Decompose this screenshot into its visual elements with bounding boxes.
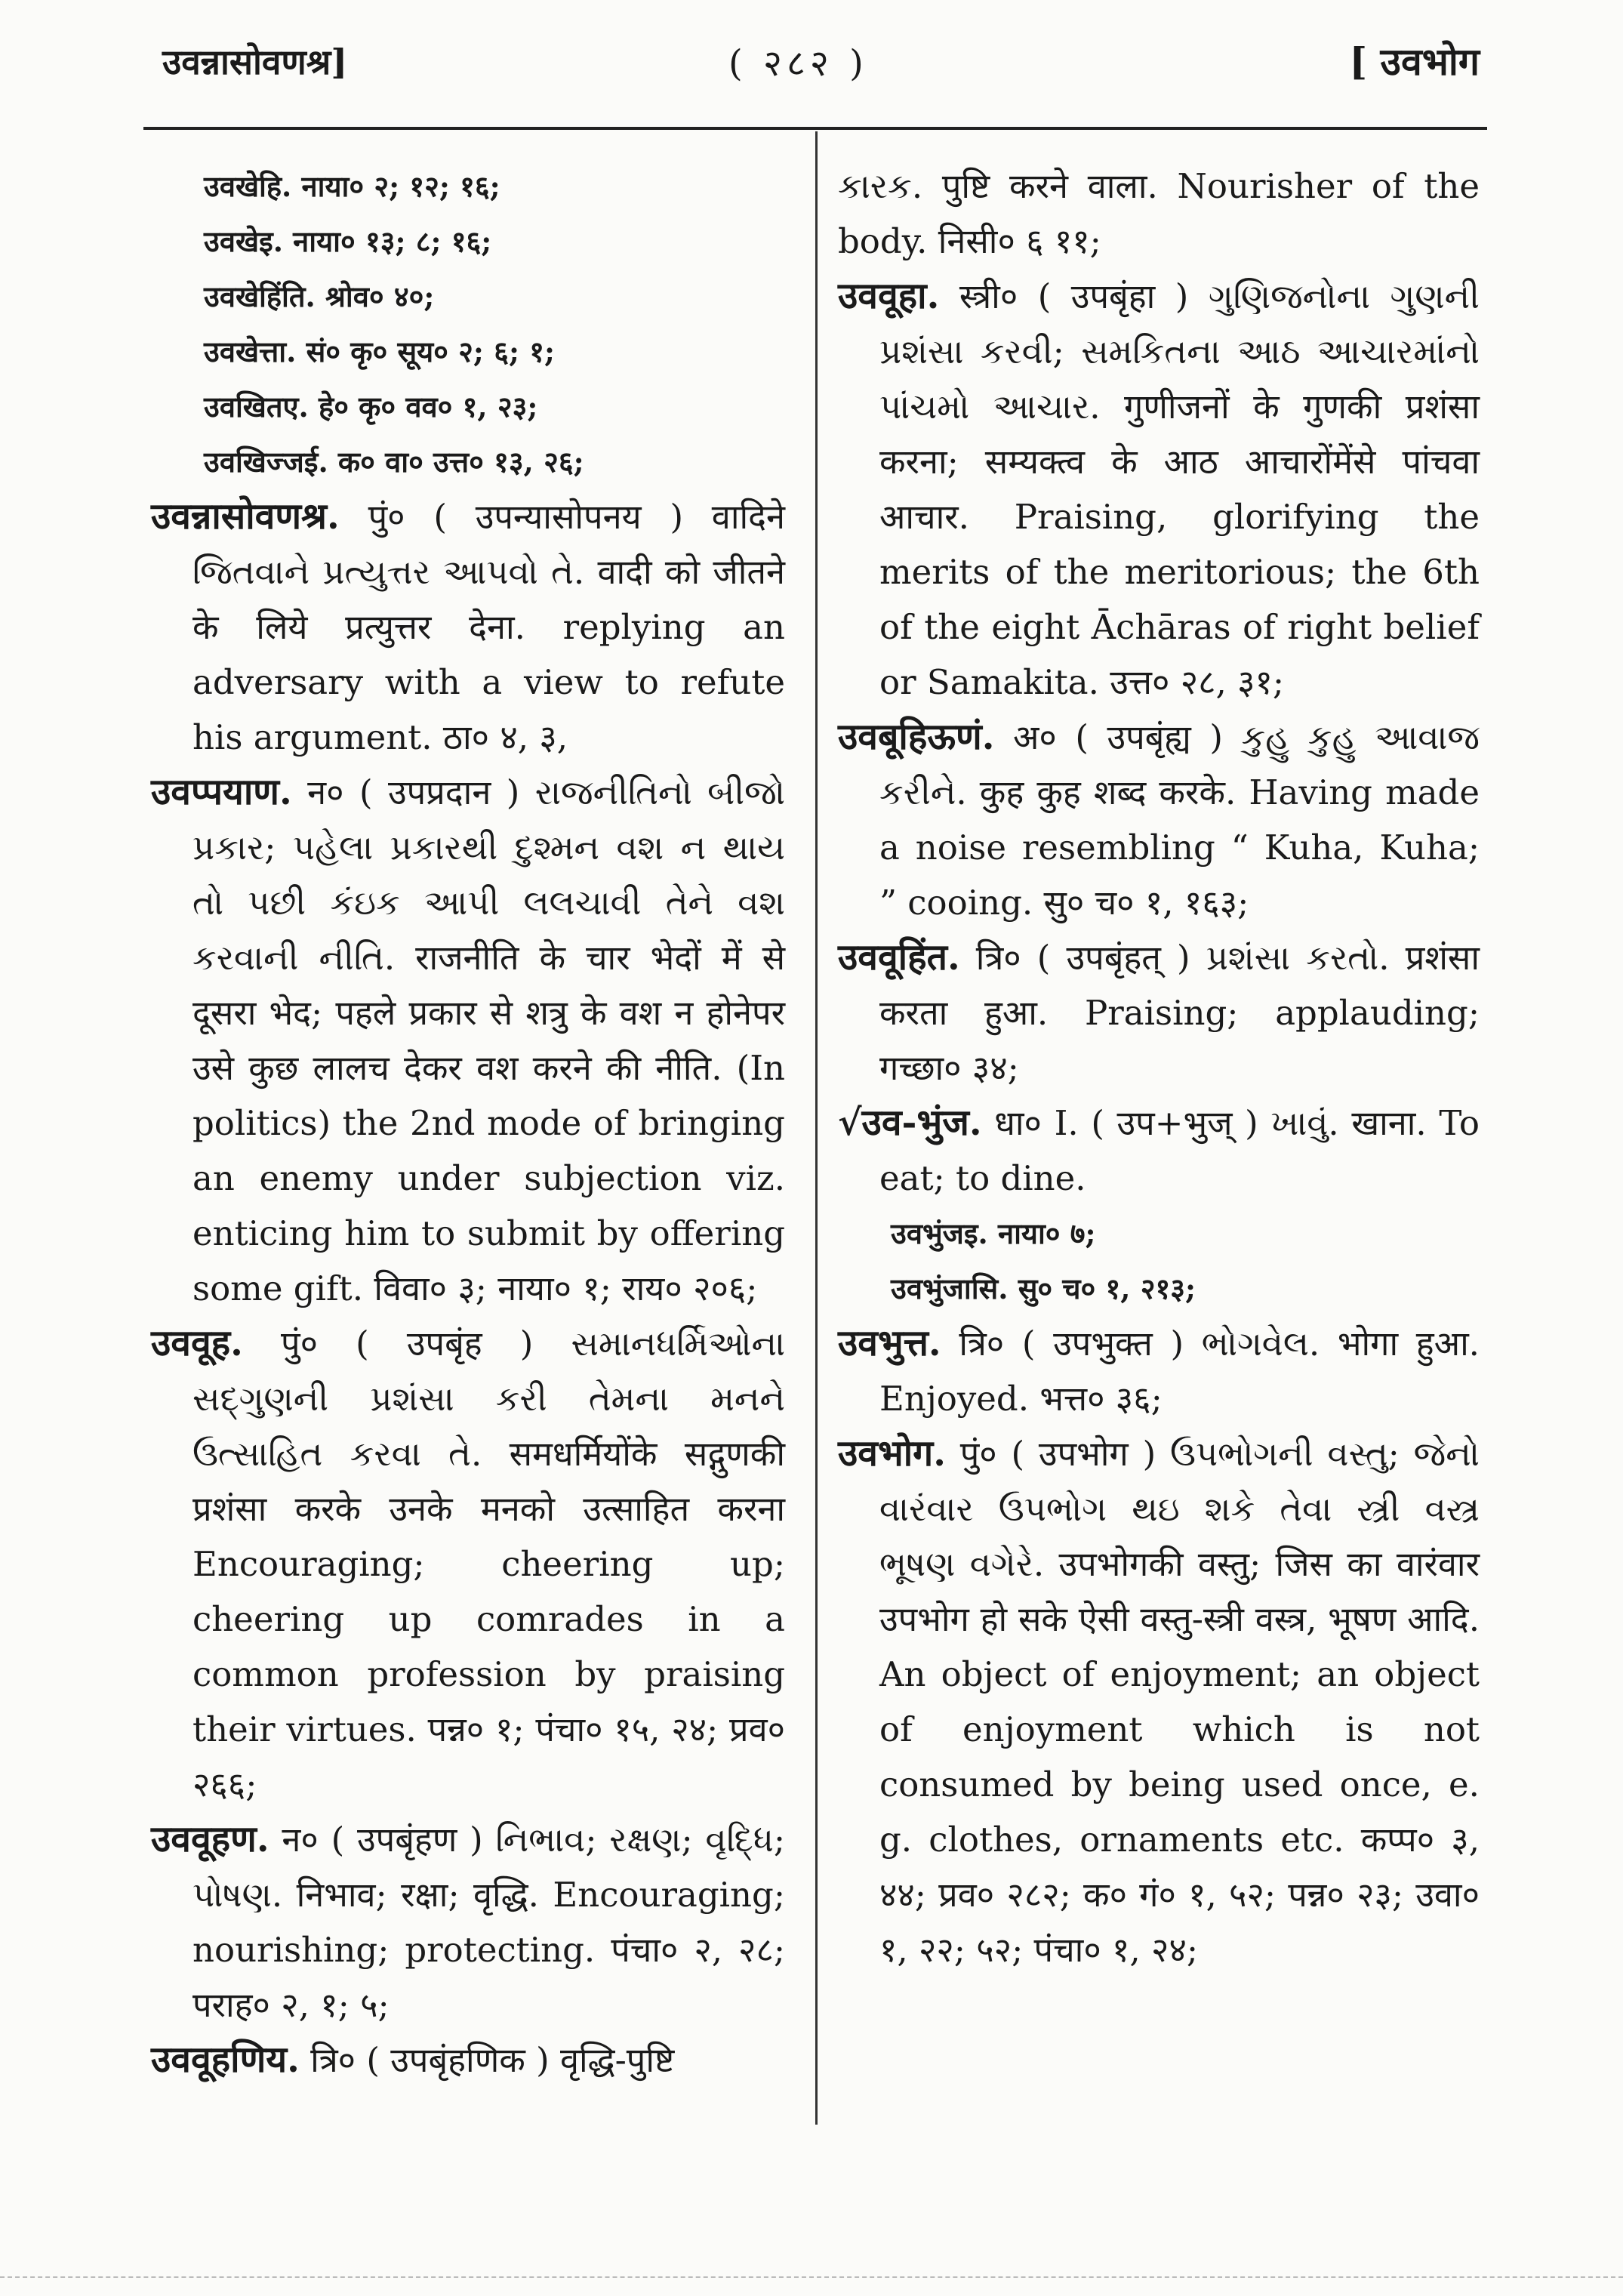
subform: उवखेहिंति. श्रोव० ४०;: [204, 279, 435, 313]
dictionary-entry: [151, 765, 785, 1316]
entry-body: त्रि० ( उपभुक्त ) ભોગવેલ. भोगा हुआ. Enjoyed. भत्त० ३६;: [879, 1324, 1480, 1419]
subform: उवखेहि. नाया० २; १२; १६;: [204, 169, 500, 203]
dictionary-entry: [838, 1426, 1480, 1977]
dictionary-entry: [151, 1812, 785, 2032]
page-header: [0, 30, 1623, 113]
right-column: [838, 159, 1480, 1977]
entry-headword: उववूहण.: [151, 1818, 269, 1860]
entry-continuation: કારક. पुष्टि करने वाला. Nourisher of the body. निसी० ६ ११;: [838, 166, 1480, 261]
dictionary-entry: [838, 710, 1480, 930]
header-left-guideword: उवन्नासोवणश्र]: [162, 42, 348, 82]
entry-body: धा० I. ( उप+भुज् ) ખાવું. खाना. To eat; to dine.: [879, 1103, 1480, 1198]
entry-body: न० ( उपबृंहण ) નિભાવ; રક્ષણ; વૃદ્ધિ; પોષણ. निभाव; रक्षा; वृद्धि. Encouraging; nourishing; protecting. पंचा० २, २८; पराह० २, १; ५;: [192, 1820, 785, 2025]
subform: उवखेइ. नाया० १३; ८; १६;: [204, 224, 492, 258]
header-right-guideword: [ उवभोग: [1349, 39, 1480, 84]
entry-body: पुं० ( उपबृंह ) સમાનધર્મિઓના સદ્ગુણની પ્રશંસા કરી તેમના મનને ઉત્સાહિત કરવા તે. समधर्मियोंके सद्गुणकी प्रशंसा करके उनके मनको उत्साहित करना Encouraging; cheering up; cheering up comrades in a common profession by praising their virtues. पन्न० १; पंचा० १५, २४; प्रव० २६६;: [192, 1324, 785, 1804]
dictionary-entry: [151, 489, 785, 765]
subform: उवभुंजासि. सु० च० १, २१३;: [891, 1271, 1196, 1305]
subform: उवखिज्जई. क० वा० उत्त० १३, २६;: [204, 445, 584, 479]
entry-body: त्रि० ( उपबृंहणिक ) वृद्धि-पुष्टि: [310, 2040, 675, 2080]
subform: उवखितए. हे० कृ० वव० १, २३;: [204, 390, 538, 424]
dictionary-entry: [838, 930, 1480, 1096]
entry-body: त्रि० ( उपबृंहत् ) પ્રશંસા કરતો. प्रशंसा करता हुआ. Praising; applauding; गच्छा० ३४;: [879, 938, 1480, 1088]
page-number: ( २८२ ): [728, 42, 868, 85]
entry-headword: उववूहिंत.: [838, 936, 960, 978]
entry-headword: उववूहा.: [838, 275, 940, 317]
entry-headword: उववूह.: [151, 1322, 243, 1364]
entry-headword: उवबूहिऊणं.: [838, 716, 995, 758]
entry-body: पुं० ( उपभोग ) ઉપભોગની વસ્તુ; જેનો વારંવાર ઉપભોગ થઇ શકે તેવા સ્ત્રી વસ્ત્ર ભૂષણ વગેરે. उपभोगकी वस्तु; जिस का वारंवार उपभोग हो सके ऐसी वस्तु-स्त्री वस्त्र, भूषण आदि. An object of enjoyment; an object of enjoyment which is not consumed by being used once, e. g. clothes, ornaments etc. कप्प० ३, ४४; प्रव० २८२; क० गं० १, ५२; पन्न० २३; उवा० १, २२; ५२; पंचा० १, २४;: [879, 1434, 1480, 1970]
entry-headword: उवभोग.: [838, 1432, 946, 1475]
column-divider: [815, 131, 818, 2125]
entry-body: स्त्री० ( उपबृंहा ) ગુણિજનોના ગુણની પ્રશંસા કરવી; સમકિતના આઠ આચારમાંનો પાંચમો આચાર. गुणीजनों के गुणकी प्रशंसा करना; सम्यक्त्व के आठ आचारोंमेंसे पांचवा आचार. Praising, glorifying the merits of the meritorious; the 6th of the eight Āchāras of right belief or Samakita. उत्त० २८, ३१;: [879, 276, 1480, 702]
dictionary-entry: [151, 2032, 785, 2088]
entry-body: पुं० ( उपन्यासोपनय ) वादिने જિતવાને પ્રત્યુત્તર આપવો તે. वादी को जीतने के लिये प्रत्युत्तर देना. replying an adversary with a view to refute his argument. ठा० ४, ३,: [192, 497, 786, 757]
left-column: [151, 159, 785, 2088]
entry-headword: उवप्पयाण.: [151, 771, 292, 813]
entry-headword: उवभुत्त.: [838, 1322, 941, 1364]
entry-body: न० ( उपप्रदान ) રાજનીતિનો બીજો પ્રકાર; પહેલા પ્રકારથી દુશ્મન વશ ન થાય તો પછી કંઇક આપી લલચાવી તેને વશ કરવાની નીતિ. राजनीति के चार भेदों में से दूसरा भेद; पहले प्रकार से शत्रु के वश न होनेपर उसे कुछ लालच देकर वश करने की नीति. (In politics) the 2nd mode of bringing an enemy under subjection viz. enticing him to submit by offering some gift. विवा० ३; नाया० १; राय० २०६;: [192, 772, 785, 1308]
header-rule: [143, 127, 1487, 130]
subform: उवखेत्ता. सं० कृ० सूय० २; ६; १;: [204, 334, 555, 368]
entry-headword: √उव-भुंज.: [838, 1102, 982, 1144]
dictionary-entry: [838, 1096, 1480, 1206]
entry-headword: उवन्नासोवणश्र.: [151, 495, 340, 538]
dictionary-entry: [838, 269, 1480, 710]
dictionary-entry: [838, 1316, 1480, 1426]
subform: उवभुंजइ. नाया० ७;: [891, 1216, 1096, 1250]
dictionary-entry: [151, 1316, 785, 1812]
entry-headword: उववूहणिय.: [151, 2039, 300, 2081]
entry-body: अ० ( उपबृंह्य ) કુહુ કુહુ આવાજ કરીને. कुह कुह शब्द करके. Having made a noise resembling “ Kuha, Kuha; ” cooing. सु० च० १, १६३;: [879, 717, 1480, 923]
page-bottom-edge: [0, 2276, 1623, 2278]
